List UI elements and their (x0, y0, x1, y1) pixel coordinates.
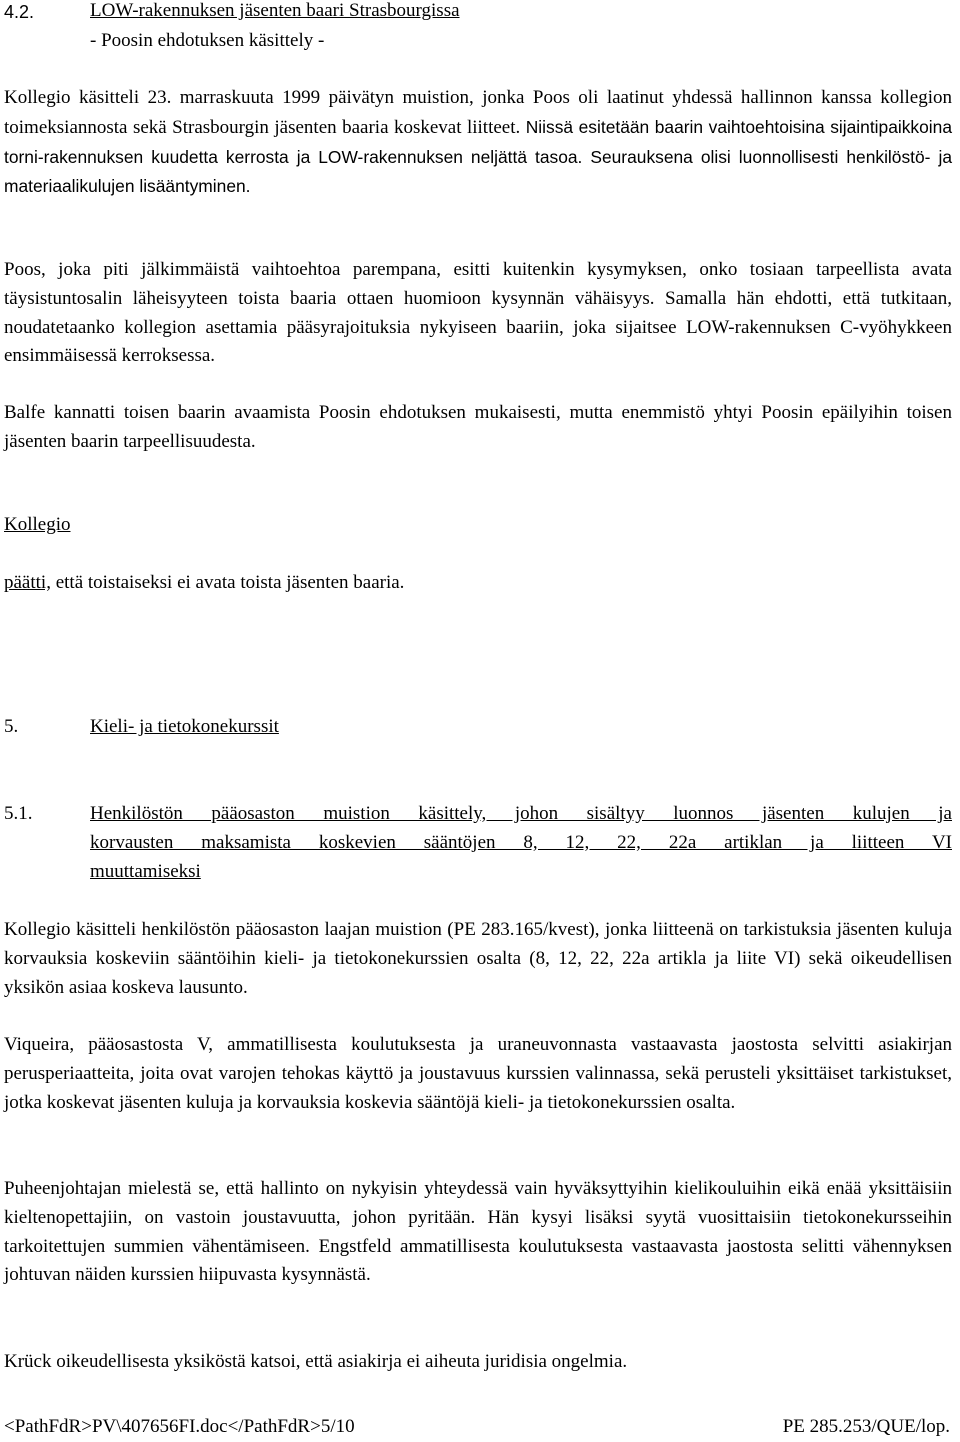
decision-verb: päätti, (4, 572, 51, 593)
paragraph-7: Krück oikeudellisesta yksiköstä katsoi, että asiakirja ei aiheuta juridisia ongelmia. (4, 1351, 628, 1372)
decision-text: että toistaiseksi ei avata toista jäsenten baaria. (50, 572, 405, 593)
footer-reference: PE 285.253/QUE/lop. (782, 1416, 950, 1437)
paragraph-5: Viqueira, pääosastosta V, ammatillisesta koulutuksesta ja uraneuvonnasta vastaavasta jaostosta selvitti asiakirjan perusperiaatteita, joita ovat varojen tehokas käyttö ja joustavuus kurssien valinnassa, sekä perusteli yksittäiset tarkistukset, jotka koskevat jäsenten kuluja ja korvauksia koskevia sääntöjä kieli- ja tietokonekurssien osalta. (4, 1034, 952, 1113)
section-title-5-1-line1: Henkilöstön pääosaston muistion käsittely, johon sisältyy luonnos jäsenten kulujen ja (90, 803, 952, 824)
section-title-4-2-line2: - Poosin ehdotuksen käsittely - (90, 30, 325, 51)
paragraph-2: Poos, joka piti jälkimmäistä vaihtoehtoa parempana, esitti kuitenkin kysymyksen, onko tosiaan tarpeellista avata täysistuntosalin läheisyyteen toista baaria ottaen huomioon kysynnän vähäisyys. Samalla hän ehdotti, että tutkitaan, noudatetaanko kollegion asettamia pääsyrajoituksia nykyiseen baariin, joka sijaitsee LOW-rakennuksen C-vyöhykkeen ensimmäisessä kerroksessa. (4, 259, 952, 367)
footer-document-path: <PathFdR>PV\407656FI.doc</PathFdR>5/10 (4, 1416, 355, 1437)
paragraph-3: Balfe kannatti toisen baarin avaamista Poosin ehdotuksen mukaisesti, mutta enemmistö yhtyi Poosin epäilyihin toisen jäsenten baarin tarpeellisuudesta. (4, 402, 952, 452)
decision-line (4, 572, 404, 594)
paragraph-1-sans: Niissä esitetään baarin vaihtoehtoisina sijaintipaikkoina torni-rakennuksen kuudetta kerrosta ja LOW-rakennuksen neljättä tasoa. Seurauksena olisi luonnollisesti henkilöstö- ja materiaalikulujen lisääntyminen. (4, 116, 953, 197)
section-number-4-2: 4.2. (4, 2, 35, 22)
paragraph-1-serif: Kollegio käsitteli 23. marraskuuta 1999 päivätyn muistion, jonka Poos oli laatinut yhdessä hallinnon kanssa kollegion toimeksiannosta sekä Strasbourgin jäsenten baaria koskevat liitteet. (4, 87, 952, 138)
paragraph-6: Puheenjohtajan mielestä se, että hallinto on nykyisin yhteydessä vain hyväksyttyihin kielikouluihin eikä enää yksittäisiin kieltenopettajiin, on vastoin joustavuutta, johon pyritään. Hän kysyi lisäksi syytä vuosittaisiin tietokonekursseihin tarkoitettujen summien vähentämiseen. Engstfeld ammatillisesta koulutuksesta vastaavasta jaostosta selitti vähennyksen johtuvan näiden kurssien hiipuvasta kysynnästä. (4, 1178, 952, 1286)
section-title-4-2-line1: LOW-rakennuksen jäsenten baari Strasbourgissa (90, 0, 460, 21)
section-number-5: 5. (4, 716, 19, 737)
section-title-5-1-line2: korvausten maksamista koskevien sääntöjen 8, 12, 22, 22a artiklan ja liitteen VI (90, 832, 952, 853)
section-title-5: Kieli- ja tietokonekurssit (90, 716, 279, 737)
section-title-5-1-line3: muuttamiseksi (90, 861, 201, 882)
paragraph-1 (4, 84, 952, 202)
paragraph-4: Kollegio käsitteli henkilöstön pääosaston laajan muistion (PE 283.165/kvest), jonka liitteenä on tarkistuksia jäsenten kuluja korvauksia koskeviin sääntöihin kieli- ja tietokonekurssien osalta (8, 12, 22, 22a artikla ja liite VI) sekä oikeudellisen yksikön asiaa koskeva lausunto. (4, 919, 952, 998)
section-number-5-1: 5.1. (4, 803, 33, 824)
decision-subject: Kollegio (4, 514, 71, 535)
